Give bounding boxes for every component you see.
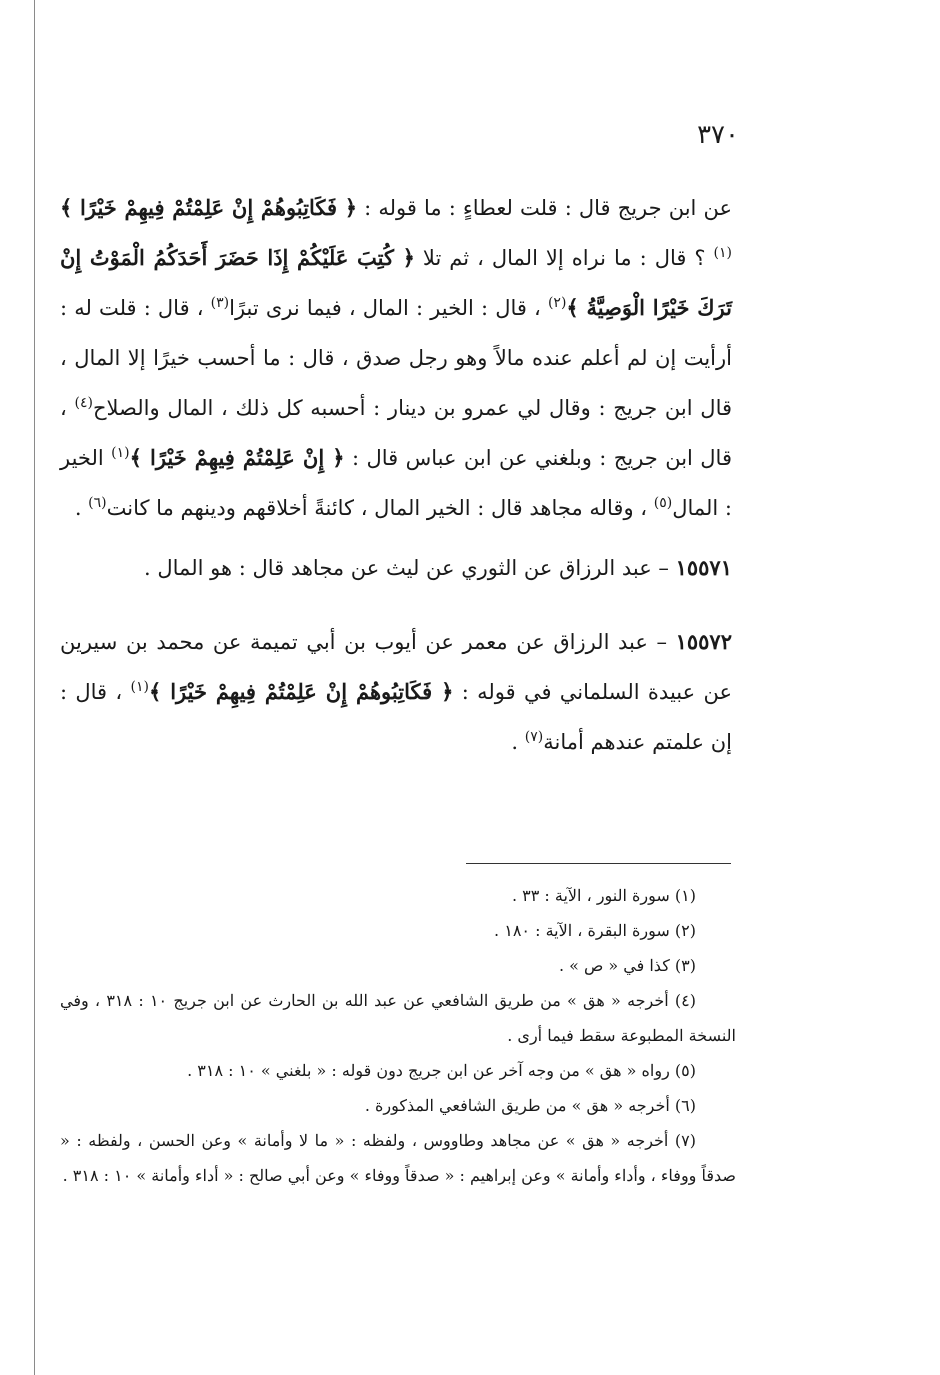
footnote-ref: (٤) xyxy=(74,395,93,411)
footnote-ref: (٣) xyxy=(210,295,230,311)
footnote-ref: (٧) xyxy=(524,729,544,745)
footnote-separator xyxy=(466,863,731,864)
footnote: (٣) كذا في « ص » . xyxy=(558,956,696,975)
quran-quote: ﴿ كُتِبَ عَلَيْكُمْ إِذَا حَضَرَ أَحَدَكُمُ الْمَوْتُ إِنْ تَرَكَ خَيْرًا الْوَصِيَّةُ ﴾ xyxy=(60,245,732,320)
page-margin-line xyxy=(34,0,35,1375)
text-segment: – عبد الرزاق عن معمر عن أيوب بن أبي تميمة عن محمد بن سيرين عن عبيدة السلماني في قوله : xyxy=(60,630,732,704)
footnote-ref: (١) xyxy=(111,445,130,461)
footnote: (٢) سورة البقرة ، الآية : ١٨٠ . xyxy=(494,921,696,940)
main-text xyxy=(60,183,732,767)
text-segment: ، قال : إن علمتم عندهم أمانة xyxy=(60,680,732,754)
text-segment: ، قال : الخير : المال ، فيما نرى تبرًا xyxy=(229,296,548,320)
text-segment: . xyxy=(511,730,525,754)
footnote-ref: (٢) xyxy=(547,295,567,311)
page-number: ٣٧٠ xyxy=(697,120,739,150)
quran-quote: ﴿ إِنْ عَلِمْتُمْ فِيهِمْ خَيْرًا ﴾ xyxy=(129,445,345,470)
text-segment: ، وقاله مجاهد قال : الخير المال ، كائنةً أخلاقهم ودينهم ما كانت xyxy=(106,496,654,520)
hadith-text xyxy=(60,630,732,754)
footnote-ref: (١) xyxy=(713,245,732,261)
text-segment: ، قال : قلت له : أرأيت إن لم أعلم عنده مالاً وهو رجل صدق ، قال : ما أحسب خيرًا إلا المال ، قال ابن جريج : وقال لي عمرو بن دينار : أحسبه كل ذلك ، المال والصلاح xyxy=(60,296,732,420)
footnote-ref: (١) xyxy=(130,679,149,695)
hadith-15571 xyxy=(60,543,732,593)
text-segment: ؟ قال : ما نراه إلا المال ، ثم تلا xyxy=(414,246,714,270)
hadith-number: ١٥٥٧٢ xyxy=(675,629,732,654)
footnote: (١) سورة النور ، الآية : ٣٣ . xyxy=(511,886,696,905)
footnote: (٧) أخرجه « هق » عن مجاهد وطاووس ، ولفظه : « ما لا وأمانة » وعن الحسن ، ولفظه : « صدقاً ووفاء ، وأداء وأمانة » وعن إبراهيم : « صدقاً ووفاء » وعن أبي صالح : « أداء وأمانة » ١٠ : ٣١٨ . xyxy=(60,1131,736,1185)
hadith-number: ١٥٥٧١ xyxy=(675,555,732,580)
footnote: (٤) أخرجه « هق » من طريق الشافعي عن عبد الله بن الحارث عن ابن جريج ١٠ : ٣١٨ ، وفي النسخة المطبوعة سقط فيما أرى . xyxy=(60,991,736,1045)
quran-quote: ﴿ فَكَاتِبُوهُمْ إِنْ عَلِمْتُمْ فِيهِمْ خَيْرًا ﴾ xyxy=(60,195,358,220)
footnote-ref: (٦) xyxy=(88,495,107,511)
quran-quote: ﴿ فَكَاتِبُوهُمْ إِنْ عَلِمْتُمْ فِيهِمْ خَيْرًا ﴾ xyxy=(148,679,454,704)
paragraph-ibn-jurayj xyxy=(60,183,732,533)
text-segment: عن ابن جريج قال : قلت لعطاءٍ : ما قوله : xyxy=(357,196,732,220)
text-segment: الخير : المال xyxy=(60,446,732,520)
footnote: (٥) رواه « هق » من وجه آخر عن ابن جريج دون قوله : « بلغني » ١٠ : ٣١٨ . xyxy=(187,1061,696,1080)
hadith-15572 xyxy=(60,617,732,767)
text-segment: ، قال ابن جريج : وبلغني عن ابن عباس قال : xyxy=(60,396,732,470)
text-segment: . xyxy=(74,496,89,520)
footnotes xyxy=(60,878,736,1193)
footnote-ref: (٥) xyxy=(653,495,673,511)
footnote: (٦) أخرجه « هق » من طريق الشافعي المذكورة . xyxy=(364,1096,696,1115)
hadith-text: – عبد الرزاق عن الثوري عن ليث عن مجاهد قال : هو المال . xyxy=(144,556,676,580)
